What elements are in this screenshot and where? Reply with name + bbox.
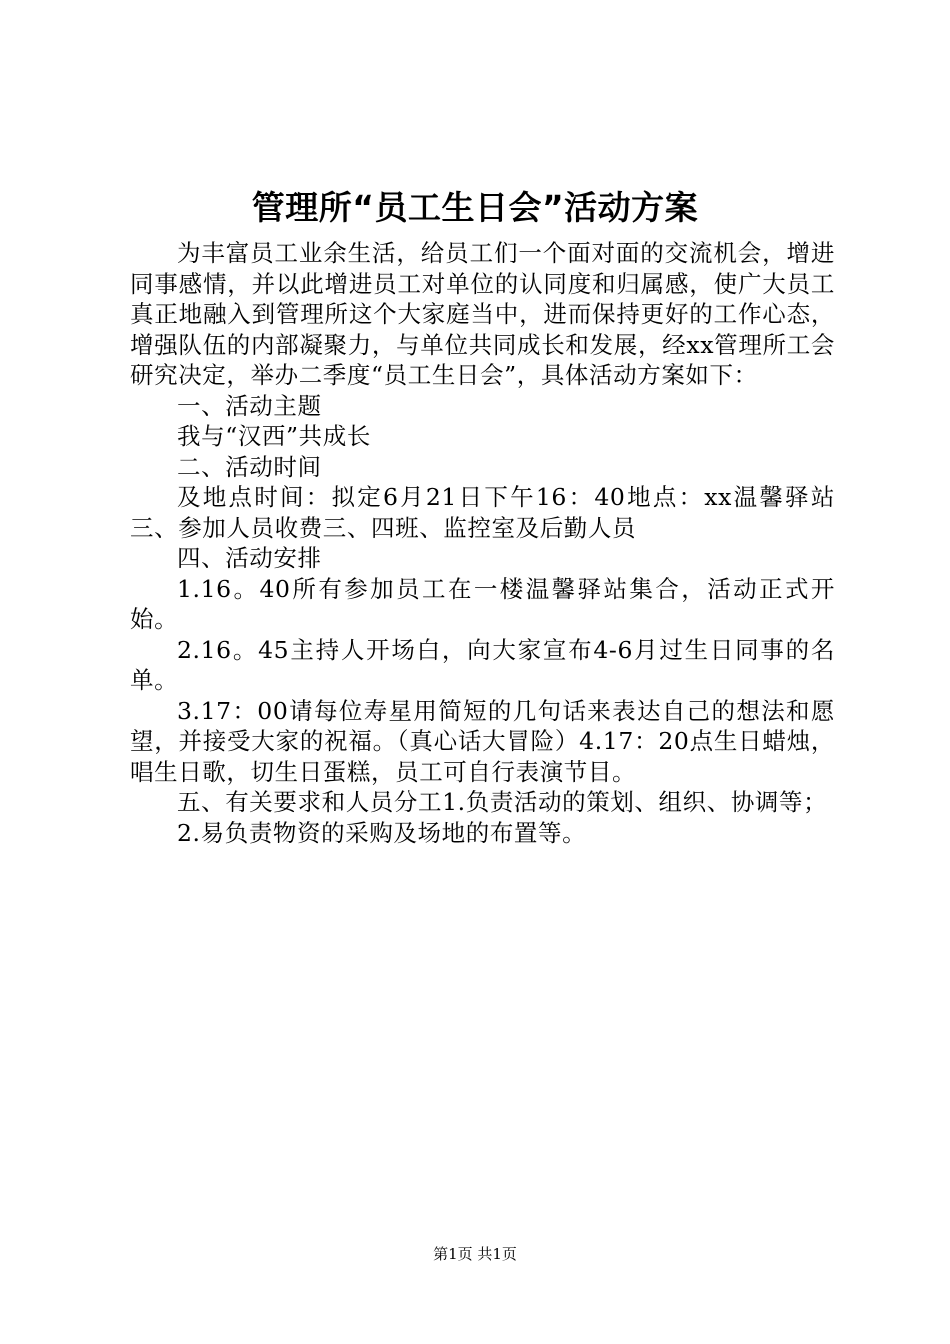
intro-paragraph: 为丰富员工业余生活，给员工们一个面对面的交流机会，增进同事感情，并以此增进员工对单位的认同度和归属感，使广大员工真正地融入到管理所这个大家庭当中，进而保持更好的工作心态，增强队伍的内部凝聚力，与单位共同成长和发展，经xx管理所工会研究决定，举办二季度“员工生日会”，具体活动方案如下： [130,239,835,389]
document-title: 管理所“员工生日会”活动方案 [251,188,699,227]
section-heading-theme: 一、活动主题 [177,391,322,420]
section-heading-time: 二、活动时间 [177,452,322,481]
page-footer: 第1页 共1页 [433,1245,517,1263]
arrangement-item-2: 2.16。45主持人开场白，向大家宣布4-6月过生日同事的名单。 [130,635,835,694]
arrangement-item-1: 1.16。40所有参加员工在一楼温馨驿站集合，活动正式开始。 [130,574,835,633]
requirements-paragraph: 五、有关要求和人员分工1.负责活动的策划、组织、协调等； [177,788,828,816]
time-location-paragraph: 及地点时间：拟定6月21日下午16：40地点：xx温馨驿站三、参加人员收费三、四班、监控室及后勤人员 [130,483,835,542]
arrangement-item-3: 3.17：00请每位寿星用简短的几句话来表达自己的想法和愿望，并接受大家的祝福。（真心话大冒险）4.17：20点生日蜡烛，唱生日歌，切生日蛋糕，员工可自行表演节目。 [130,696,835,786]
requirements-item-2: 2.易负责物资的采购及场地的布置等。 [177,818,587,847]
document-body [130,238,835,848]
theme-text: 我与“汉西”共成长 [177,422,371,450]
section-heading-arrangement: 四、活动安排 [177,544,322,572]
